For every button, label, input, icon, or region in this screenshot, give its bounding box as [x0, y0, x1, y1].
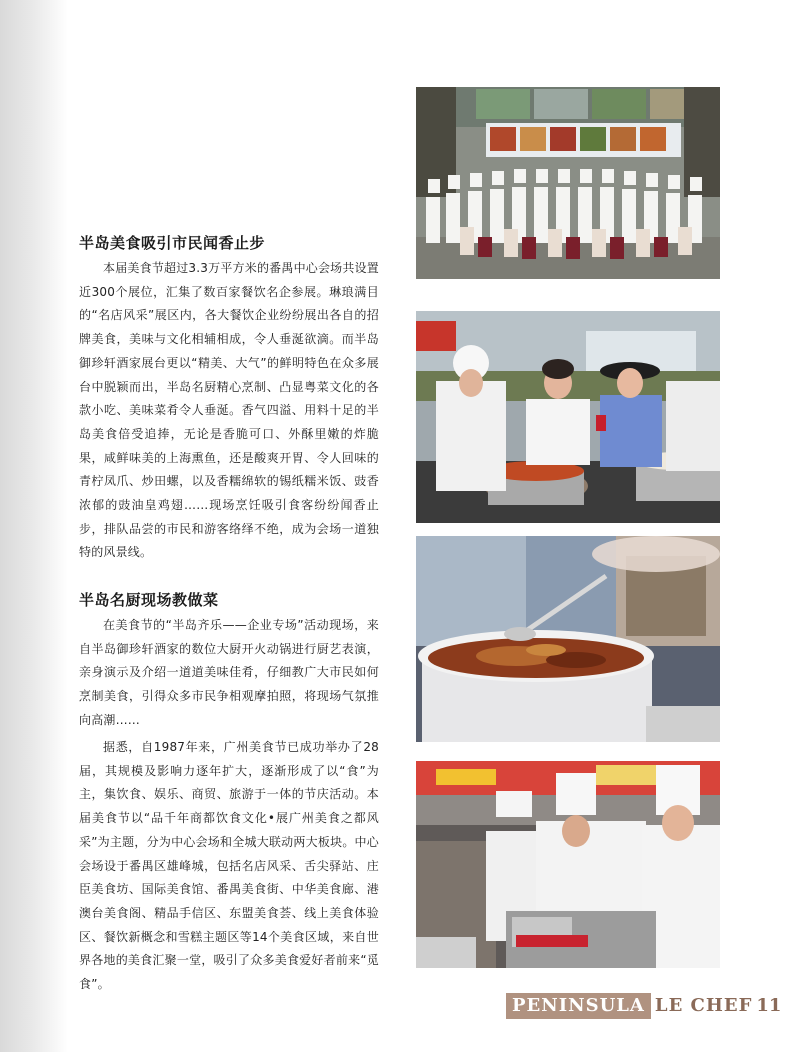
interview-photo: [416, 311, 720, 523]
footer-brand: PENINSULA: [506, 993, 651, 1019]
section-title-food-attraction: 半岛美食吸引市民闻香止步: [79, 234, 266, 252]
section2-paragraph-2: 据悉，自1987年来，广州美食节已成功举办了28届，其规模及影响力逐年扩大，逐渐形成了以“食”为主，集饮食、娱乐、商贸、旅游于一体的节庆活动。本届美食节以“品千年商都饮食文化•展广州美食之都风采”为主题，分为中心会场和全城大联动两大板块。中心会场设于番禺区雄峰城，包括名店风采、舌尖驿站、庄臣美食坊、国际美食馆、番禺美食街、中华美食廊、港澳台美食阁、精品手信区、东盟美食荟、线上美食体验区、餐饮新概念和雪糕主题区等14个美食区域，来自世界各地的美食汇聚一堂，吸引了众多美食爱好者前来“觅食”。: [79, 740, 379, 992]
cooking-chefs-photo: [416, 761, 720, 968]
section-title-chef-demo: 半岛名厨现场教做菜: [79, 591, 219, 609]
section1-paragraph: 本届美食节超过3.3万平方米的番禺中心会场共设置近300个展位，汇集了数百家餐饮名企参展。琳琅满目的“名店风采”展区内，各大餐饮企业纷纷展出各自的招牌美食，美味与文化相辅相成，令人垂涎欲滴。而半岛御珍轩酒家展台更以“精美、大气”的鲜明特色在众多展台中脱颖而出，半岛名厨精心烹制、凸显粤菜文化的各款小吃、美味菜肴令人垂涎。香气四溢、用料十足的半岛美食倍受追捧，无论是香脆可口、外酥里嫩的炸脆果，咸鲜味美的上海熏鱼，还是酸爽开胃、令人回味的青柠凤爪、炒田螺，以及香糯绵软的锡纸糯米饭、豉香浓郁的豉油皇鸡翅……现场烹饪吸引食客纷纷闻香止步，排队品尝的市民和游客络绎不绝，成为会场一道独特的风景线。: [79, 261, 379, 560]
page-number: 11: [756, 995, 782, 1016]
chef-team-photo: [416, 87, 720, 279]
section2-paragraph-1: 在美食节的“半岛齐乐——企业专场”活动现场，来自半岛御珍轩酒家的数位大厨开火动锅进行厨艺表演，亲身演示及介绍一道道美味佳肴，仔细教广大市民如何烹制美食，引得众多市民争相观摩拍照，将现场气氛推向高潮……: [79, 618, 379, 727]
braised-dish-photo: [416, 536, 720, 742]
page-footer: [506, 993, 781, 1019]
page-spine-shadow: [0, 0, 68, 1052]
footer-subtitle: LE CHEF: [654, 995, 753, 1016]
